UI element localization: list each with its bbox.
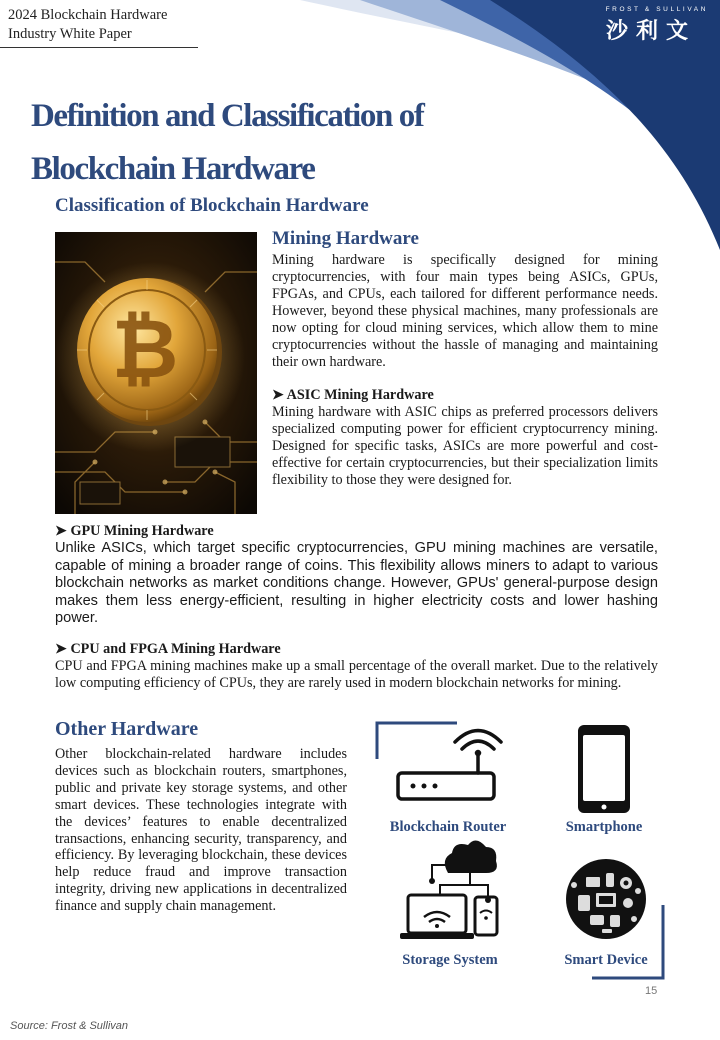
arrow-bullet-icon: ➤ [55, 641, 67, 657]
gpu-paragraph: Unlike ASICs, which target specific cryptocurrencies, GPU mining machines are versatile, capable of mining a broader range of coins. This flexibility allows miners to adapt to various blockchain networks as market conditions change. However, GPUs' general-purpose design makes them less energy-efficient, resulting in higher electricity costs and lower hashing power. [55, 540, 658, 626]
gpu-heading-text: GPU Mining Hardware [70, 523, 214, 539]
report-title-line2: Industry White Paper [8, 26, 132, 42]
label-smartphone: Smartphone [565, 819, 643, 835]
router-icon [398, 731, 501, 800]
page-title [31, 90, 501, 196]
hardware-icons-grid [360, 715, 680, 985]
asic-heading-text: ASIC Mining Hardware [286, 387, 434, 403]
page-number: 15 [645, 985, 658, 997]
storage-system-icon [400, 840, 497, 939]
report-title-line1: 2024 Blockchain Hardware [8, 7, 168, 23]
asic-paragraph: Mining hardware with ASIC chips as preferred processors delivers specialized computing power for efficient cryptocurrency mining. Designed for specific tasks, ASICs are more powerful and cost-effective for certain cryptocurrencies, but their specialization limits flexibility to those they were designed for. [272, 404, 658, 488]
smart-device-icon [566, 859, 646, 939]
section-title: Classification of Blockchain Hardware [55, 195, 369, 216]
gpu-heading [55, 523, 214, 540]
bitcoin-image [55, 232, 257, 514]
label-smart-device: Smart Device [564, 952, 648, 968]
smartphone-icon [578, 725, 630, 813]
other-hardware-paragraph: Other blockchain-related hardware includes devices such as blockchain routers, smartphones, public and private key storage systems, and other smart devices. These technologies integrate with the devices’ features to enable decentralized transactions, enhancing security, transparency, and efficiency. By leveraging blockchain, these devices help reduce fraud and improve transaction integrity, driving new applications in decentralized finance and supply chain management. [55, 746, 347, 915]
bitcoin-illustration [55, 232, 257, 514]
cpu-fpga-paragraph: CPU and FPGA mining machines make up a small percentage of the overall market. Due to the relatively low computing efficiency of CPUs, they are rarely used in modern blockchain networks for mining. [55, 658, 658, 691]
cpu-fpga-heading-text: CPU and FPGA Mining Hardware [70, 641, 281, 657]
label-storage-system: Storage System [402, 952, 498, 968]
mining-hardware-paragraph: Mining hardware is specifically designed for mining cryptocurrencies, with four main types being ASICs, GPUs, FPGAs, and CPUs, each tailored for different performance needs. However, beyond these physical machines, many professionals are now opting for cloud mining services, which allow them to mine cryptocurrencies without the hassle of managing and maintaining their own hardware. [272, 252, 658, 370]
brand-name-chinese: 沙利文 [605, 19, 696, 44]
corner-bracket-top-left [377, 723, 457, 759]
bitcoin-symbol: ₿ [111, 302, 179, 397]
report-title [8, 6, 167, 44]
label-blockchain-router: Blockchain Router [389, 819, 507, 835]
cpu-fpga-heading [55, 641, 281, 658]
arrow-bullet-icon: ➤ [55, 523, 67, 539]
arrow-bullet-icon: ➤ [272, 387, 284, 403]
other-hardware-title: Other Hardware [55, 718, 199, 740]
mining-hardware-title: Mining Hardware [272, 228, 419, 249]
page-title-line1: Definition and Classification of [31, 98, 424, 134]
header-divider [0, 47, 198, 48]
source-note: Source: Frost & Sullivan [10, 1020, 128, 1032]
brand-name-english: FROST & SULLIVAN [605, 6, 708, 13]
page-title-line2: Blockchain Hardware [31, 151, 315, 187]
asic-heading [272, 387, 434, 404]
